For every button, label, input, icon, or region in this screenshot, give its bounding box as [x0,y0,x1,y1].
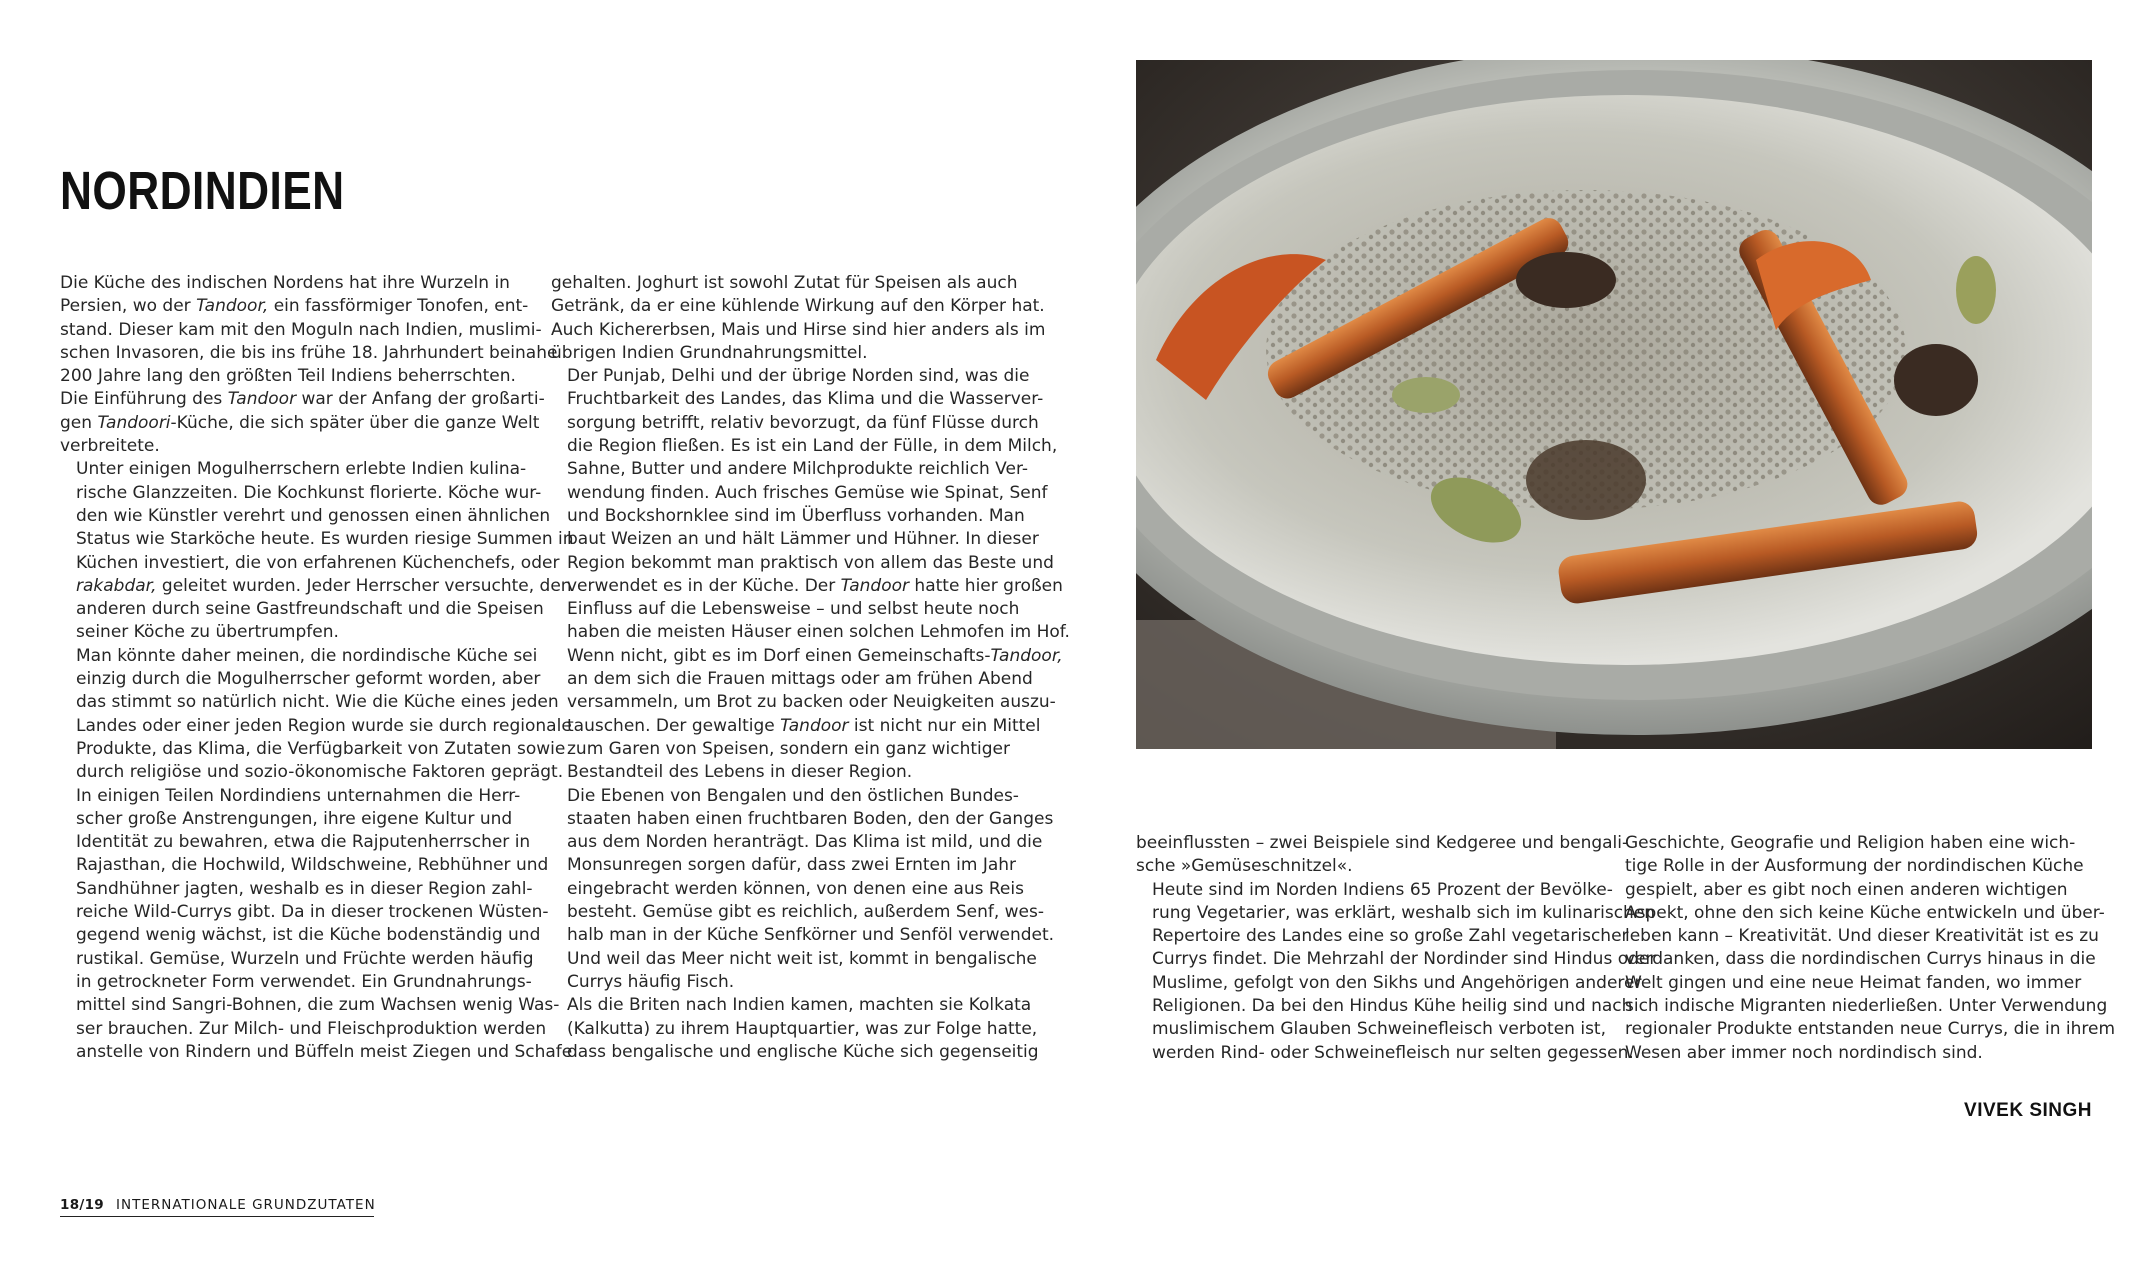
text-line: verbreitete. [60,436,160,457]
text-line: scher große Anstrengungen, ihre eigene Kultur und [76,808,513,829]
section-title: INTERNATIONALE GRUNDZUTATEN [116,1197,376,1213]
text-line: Geschichte, Geografie und Religion haben eine wich- [1625,833,2076,853]
text-line: Region bekommt man praktisch von allem das Beste und [567,552,1054,573]
text-line: einzig durch die Mogulherrscher geformt worden, aber [76,669,541,690]
text-line: anstelle von Rindern und Büffeln meist Ziegen und Schafe [76,1041,573,1062]
text-line: Die Einführung des Tandoor war der Anfang der großarti- [60,389,545,410]
text-line: verdanken, dass die nordindischen Currys hinaus in die [1625,949,2096,970]
text-line: 200 Jahre lang den größten Teil Indiens beherrschten. [60,366,516,387]
text-line: schen Invasoren, die bis ins frühe 18. Jahrhundert beinahe [60,342,558,363]
text-line: Sandhühner jagten, weshalb es in dieser Region zahl- [76,878,533,899]
text-line: tauschen. Der gewaltige Tandoor ist nicht nur ein Mittel [567,715,1041,736]
paragraph [551,994,1039,1064]
text-line: Rajasthan, die Hochwild, Wildschweine, Rebhühner und [76,855,549,876]
spice-bowl-illustration [1136,60,2092,749]
text-line: stand. Dieser kam mit den Moguln nach Indien, muslimi- [60,319,542,340]
text-line: zum Garen von Speisen, sondern ein ganz wichtiger [567,738,1011,759]
text-line: gen Tandoori-Küche, die sich später über die ganze Welt [60,412,540,433]
text-line: Aspekt, ohne den sich keine Küche entwickeln und über- [1625,902,2105,923]
text-line: muslimischem Glauben Schweinefleisch verboten ist, [1152,1019,1606,1040]
paragraph [1136,832,1629,879]
text-line: verwendet es in der Küche. Der Tandoor hatte hier großen [567,575,1063,596]
text-line: anderen durch seine Gastfreundschaft und die Speisen [76,599,544,620]
text-line: die Region fließen. Es ist ein Land der Fülle, in dem Milch, [567,436,1058,457]
paragraph [551,365,1070,784]
text-line: durch religiöse und sozio-ökonomische Faktoren geprägt. [76,762,564,783]
text-line: regionaler Produkte entstanden neue Currys, die in ihrem [1625,1019,2116,1040]
text-line: Wenn nicht, gibt es im Dorf einen Gemeinschafts-Tandoor, [567,645,1063,666]
text-line: das stimmt so natürlich nicht. Wie die Küche eines jeden [76,692,559,713]
text-line: Die Ebenen von Bengalen und den östlichen Bundes- [567,785,1019,806]
text-line: Produkte, das Klima, die Verfügbarkeit von Zutaten sowie [76,738,566,759]
text-line: tige Rolle in der Ausformung der nordindischen Küche [1625,856,2084,877]
page-footer [60,1197,374,1217]
text-line: übrigen Indien Grundnahrungsmittel. [551,342,868,363]
text-line: gespielt, aber es gibt noch einen anderen wichtigen [1625,879,2068,900]
page-numbers: 18/19 [60,1197,105,1213]
text-line: Welt gingen und eine neue Heimat fanden, wo immer [1625,972,2082,993]
text-line: sche »Gemüseschnitzel«. [1136,856,1353,877]
text-column-4 [1625,832,2116,1065]
text-column-1 [60,272,574,1064]
text-line: leben kann – Kreativität. Und dieser Kreativität ist es zu [1625,926,2099,947]
text-column-3 [1136,832,1657,1065]
text-line: In einigen Teilen Nordindiens unternahmen die Herr- [76,785,521,806]
text-line: Persien, wo der Tandoor, ein fassförmiger Tonofen, ent- [60,296,529,317]
text-line: Getränk, da er eine kühlende Wirkung auf den Körper hat. [551,296,1045,317]
text-line: Als die Briten nach Indien kamen, machten sie Kolkata [567,995,1032,1016]
text-line: ser brauchen. Zur Milch- und Fleischproduktion werden [76,1018,547,1039]
text-line: Der Punjab, Delhi und der übrige Norden sind, was die [567,366,1030,387]
text-line: werden Rind- oder Schweinefleisch nur selten gegessen. [1152,1042,1634,1063]
text-line: reiche Wild-Currys gibt. Da in dieser trockenen Wüsten- [76,902,549,923]
text-line: Monsunregen sorgen dafür, dass zwei Ernten im Jahr [567,855,1017,876]
text-line: wendung finden. Auch frisches Gemüse wie Spinat, Senf [567,482,1048,503]
text-line: rische Glanzzeiten. Die Kochkunst florierte. Köche wur- [76,482,542,503]
text-line: Und weil das Meer nicht weit ist, kommt in bengalische [567,948,1037,969]
paragraph [60,645,572,785]
text-line: Unter einigen Mogulherrschern erlebte Indien kulina- [76,459,527,480]
text-line: baut Weizen an und hält Lämmer und Hühner. In dieser [567,529,1039,550]
text-line: Die Küche des indischen Nordens hat ihre Wurzeln in [60,273,510,293]
text-column-2 [551,272,1070,1064]
text-line: sich indische Migranten niederließen. Unter Verwendung [1625,996,2108,1017]
text-line: seiner Köche zu übertrumpfen. [76,622,339,643]
paragraph [551,272,1046,365]
text-line: Heute sind im Norden Indiens 65 Prozent der Bevölke- [1152,879,1613,900]
text-line: Status wie Starköche heute. Es wurden riesige Summen in [76,529,574,550]
text-line: Sahne, Butter und andere Milchprodukte reichlich Ver- [567,459,1028,480]
text-line: dass bengalische und englische Küche sich gegenseitig [567,1041,1039,1062]
text-line: Einfluss auf die Lebensweise – und selbst heute noch [567,599,1020,620]
author-name: VIVEK SINGH [1964,1100,2092,1121]
text-line: und Bockshornklee sind im Überfluss vorhanden. Man [567,505,1025,526]
text-line: Currys häufig Fisch. [567,971,735,992]
text-line: an dem sich die Frauen mittags oder am frühen Abend [567,669,1033,690]
paragraph [551,785,1055,995]
text-line: Identität zu bewahren, etwa die Rajputenherrscher in [76,832,531,853]
text-line: aus dem Norden heranträgt. Das Klima ist mild, und die [567,832,1043,853]
text-line: in getrockneter Form verwendet. Ein Grundnahrungs- [76,971,532,992]
text-line: besteht. Gemüse gibt es reichlich, außerdem Senf, wes- [567,902,1044,923]
text-line: rustikal. Gemüse, Wurzeln und Früchte werden häufig [76,948,534,969]
text-line: gehalten. Joghurt ist sowohl Zutat für Speisen als auch [551,273,1018,293]
text-line: Küchen investiert, die von erfahrenen Küchenchefs, oder [76,552,560,573]
text-line: Religionen. Da bei den Hindus Kühe heilig sind und nach [1152,996,1633,1017]
text-line: mittel sind Sangri-Bohnen, die zum Wachsen wenig Was- [76,995,560,1016]
text-line: (Kalkutta) zu ihrem Hauptquartier, was zur Folge hatte, [567,1018,1038,1039]
text-line: versammeln, um Brot zu backen oder Neuigkeiten auszu- [567,692,1056,713]
text-line: halb man in der Küche Senfkörner und Senföl verwendet. [567,925,1055,946]
text-line: Fruchtbarkeit des Landes, das Klima und die Wasserver- [567,389,1044,410]
text-line: gegend wenig wächst, ist die Küche bodenständig und [76,925,541,946]
paragraph [60,458,574,644]
text-line: staaten haben einen fruchtbaren Boden, den der Ganges [567,808,1054,829]
paragraph [60,785,573,1065]
paragraph [1625,832,2116,1065]
text-line: Currys findet. Die Mehrzahl der Nordinder sind Hindus oder [1152,949,1657,970]
text-line: Repertoire des Landes eine so große Zahl vegetarischer [1152,926,1629,947]
text-line: Wesen aber immer noch nordindisch sind. [1625,1042,1983,1063]
text-line: sorgung betrifft, relativ bevorzugt, da fünf Flüsse durch [567,412,1039,433]
paragraph [60,272,558,458]
text-line: haben die meisten Häuser einen solchen Lehmofen im Hof. [567,622,1070,643]
text-line: eingebracht werden können, von denen eine aus Reis [567,878,1024,899]
text-line: Man könnte daher meinen, die nordindische Küche sei [76,645,538,666]
text-line: rakabdar, geleitet wurden. Jeder Herrscher versuchte, den [76,575,572,596]
text-line: beeinflussten – zwei Beispiele sind Kedgeree und bengali- [1136,833,1629,853]
text-line: Auch Kichererbsen, Mais und Hirse sind hier anders als im [551,319,1046,340]
text-line: Muslime, gefolgt von den Sikhs und Angehörigen anderer [1152,972,1642,993]
text-line: rung Vegetarier, was erklärt, weshalb sich im kulinarischen [1152,902,1656,923]
text-line: Landes oder einer jeden Region wurde sie durch regionale [76,715,572,736]
text-line: Bestandteil des Lebens in dieser Region. [567,762,913,783]
spice-bowl-photo [1136,60,2092,749]
paragraph [1136,879,1657,1065]
page-title: NORDINDIEN [60,161,345,221]
text-line: den wie Künstler verehrt und genossen einen ähnlichen [76,505,551,526]
